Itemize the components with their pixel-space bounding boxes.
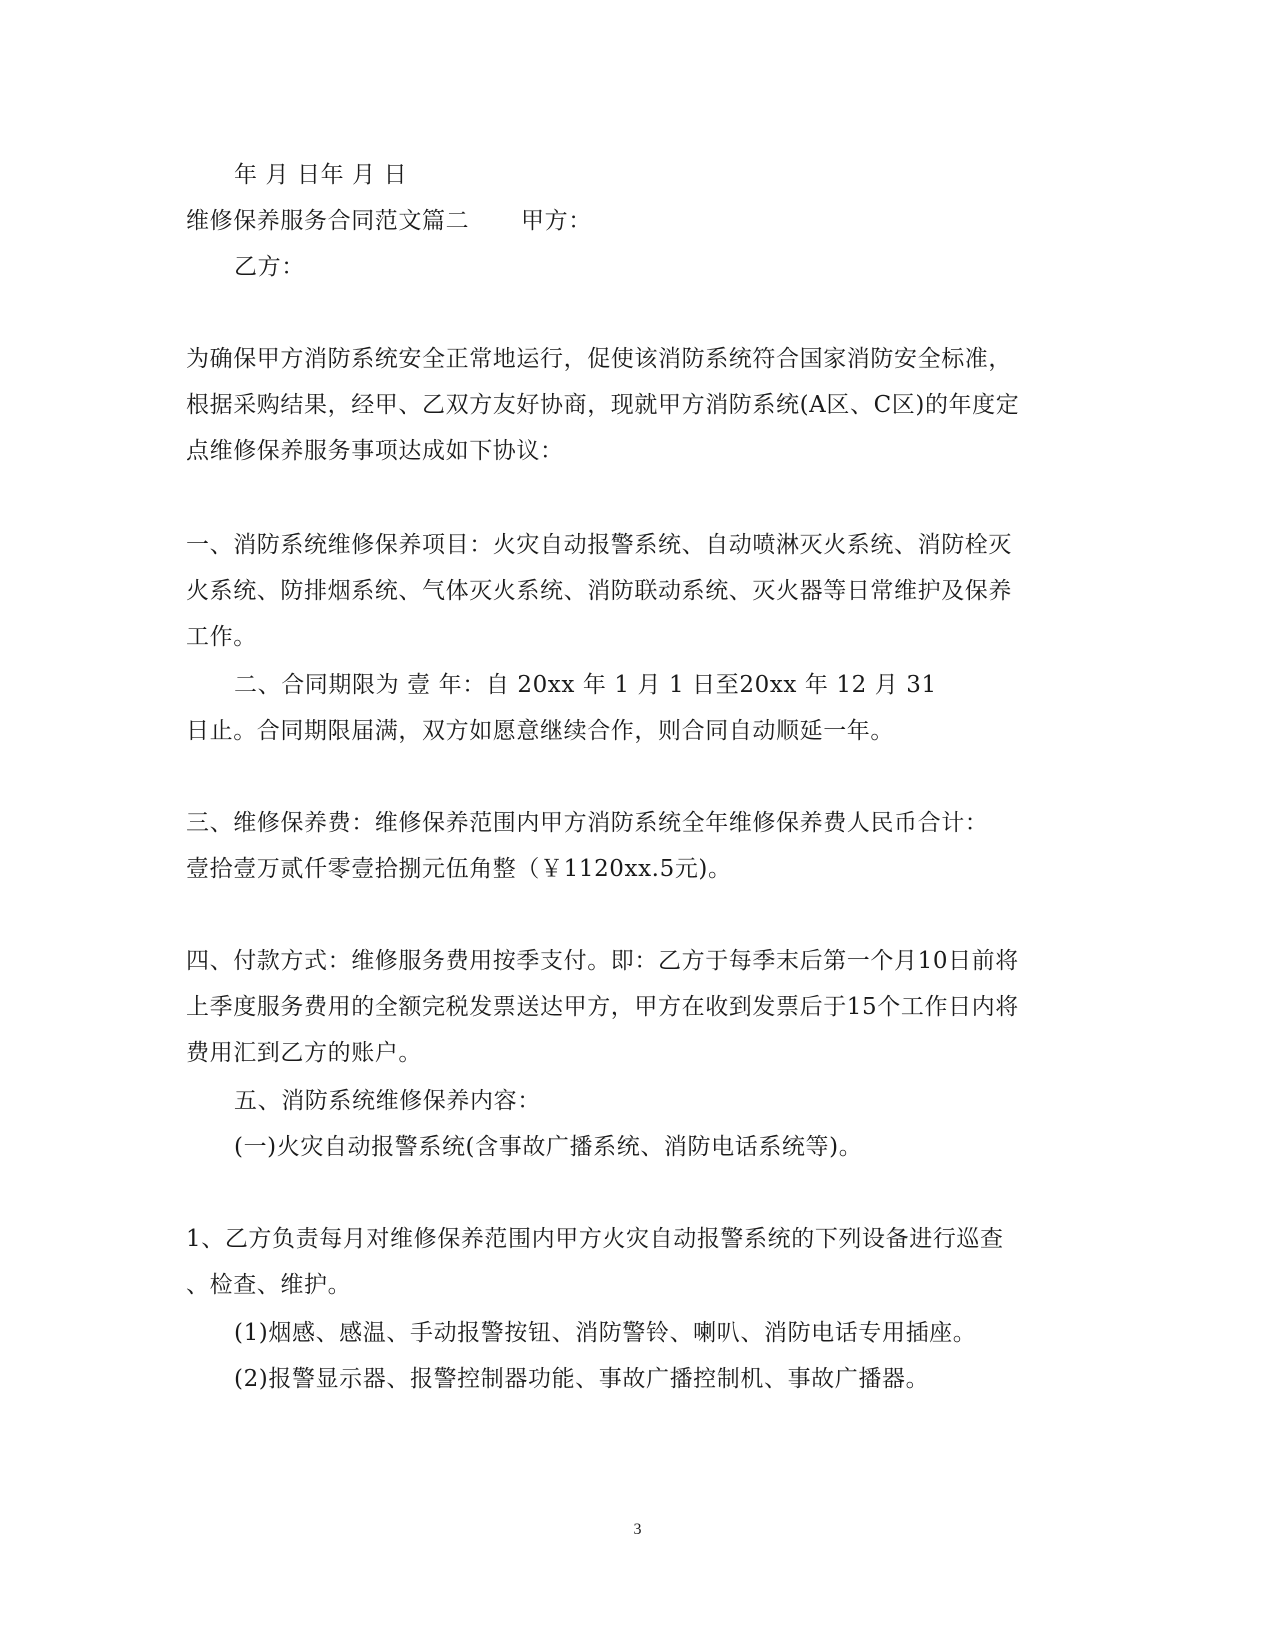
page-number: 3 bbox=[633, 1521, 642, 1538]
item-1-line-2: 、检查、维护。 bbox=[186, 1272, 352, 1298]
party-b-label: 乙方： bbox=[234, 254, 305, 280]
clause-3-line-2: 壹拾壹万贰仟零壹拾捌元伍角整（￥1120xx.5元)。 bbox=[186, 856, 732, 882]
clause-5-subheading: (一)火灾自动报警系统(含事故广播系统、消防电话系统等)。 bbox=[234, 1134, 863, 1160]
item-1-line-1: 1、乙方负责每月对维修保养范围内甲方火灾自动报警系统的下列设备进行巡查 bbox=[186, 1226, 1004, 1252]
clause-1-line-2: 火系统、防排烟系统、气体灭火系统、消防联动系统、灭火器等日常维护及保养 bbox=[186, 578, 1012, 604]
intro-paragraph-line-1: 为确保甲方消防系统安全正常地运行，促使该消防系统符合国家消防安全标准， bbox=[186, 346, 1012, 372]
party-a-label: 甲方： bbox=[521, 208, 592, 234]
clause-4-line-2: 上季度服务费用的全额完税发票送达甲方，甲方在收到发票后于15个工作日内将 bbox=[186, 994, 1019, 1020]
clause-3-line-1: 三、维修保养费：维修保养范围内甲方消防系统全年维修保养费人民币合计： bbox=[186, 810, 989, 836]
intro-paragraph-line-2: 根据采购结果，经甲、乙双方友好协商，现就甲方消防系统(A区、C区)的年度定 bbox=[186, 392, 1020, 418]
clause-1-line-3: 工作。 bbox=[186, 624, 257, 650]
item-1-sub-1: (1)烟感、感温、手动报警按钮、消防警铃、喇叭、消防电话专用插座。 bbox=[234, 1320, 977, 1346]
section-title: 维修保养服务合同范文篇二 bbox=[186, 208, 470, 234]
clause-4-line-1: 四、付款方式：维修服务费用按季支付。即：乙方于每季末后第一个月10日前将 bbox=[186, 948, 1019, 974]
date-line: 年 月 日年 月 日 bbox=[234, 162, 408, 188]
clause-1-line-1: 一、消防系统维修保养项目：火灾自动报警系统、自动喷淋灭火系统、消防栓灭 bbox=[186, 532, 1012, 558]
intro-paragraph-line-3: 点维修保养服务事项达成如下协议： bbox=[186, 438, 564, 464]
clause-2-line-1: 二、合同期限为 壹 年：自 20xx 年 1 月 1 日至20xx 年 12 月 31 bbox=[234, 672, 937, 698]
clause-4-line-3: 费用汇到乙方的账户。 bbox=[186, 1040, 422, 1066]
clause-2-line-2: 日止。合同期限届满，双方如愿意继续合作，则合同自动顺延一年。 bbox=[186, 718, 894, 744]
item-1-sub-2: (2)报警显示器、报警控制器功能、事故广播控制机、事故广播器。 bbox=[234, 1366, 930, 1392]
clause-5-heading: 五、消防系统维修保养内容： bbox=[234, 1088, 541, 1114]
